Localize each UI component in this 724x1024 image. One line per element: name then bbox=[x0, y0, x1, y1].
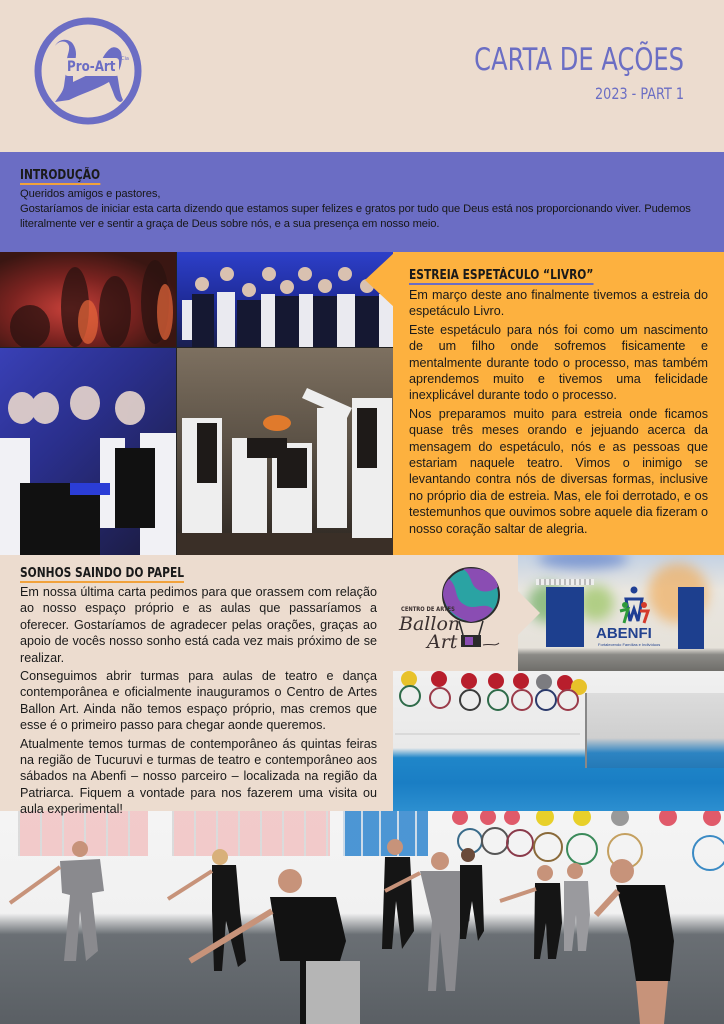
ballon-art-script-2: Art bbox=[427, 631, 458, 653]
abenfi-building-photo bbox=[518, 555, 724, 671]
sonhos-paragraph: Atualmente temos turmas de contemporâneo ás quintas feiras na região de Tucuruvi e turmas de teatro e contemporâneo aos sábados na Abenfi – nosso parceiro – localizada na região da Patriarca. Fiquem a vontade para nos fazerem uma visita ou aula experimental! bbox=[20, 736, 377, 817]
ballet-barre bbox=[395, 733, 580, 735]
arrow-notch bbox=[518, 591, 540, 635]
show-photo-collage bbox=[0, 252, 395, 555]
show-photo-lectern bbox=[0, 348, 176, 555]
abenfi-tagline: Fortalecendo Famílias e Indivíduos bbox=[598, 642, 661, 647]
intro-heading: INTRODUÇÃO bbox=[20, 168, 101, 183]
title-block bbox=[415, 42, 684, 103]
abenfi-people-icon bbox=[614, 585, 654, 625]
show-photo-blue-ensemble bbox=[177, 252, 395, 347]
page-title: CARTA DE AÇÕES bbox=[474, 42, 684, 78]
awning bbox=[536, 579, 594, 585]
hoop bbox=[535, 689, 557, 711]
exercise-ball bbox=[461, 673, 477, 689]
dance-studio-photo bbox=[393, 671, 724, 811]
header bbox=[0, 0, 724, 152]
exercise-ball bbox=[513, 673, 529, 689]
estreia-paragraph: Nos preparamos muito para estreia onde ficamos quase três meses orando e jejuando acerca da mensagem do espetáculo, nós e as pessoas que estariam naquele teatro. Vimos o inimigo se levantando contra nós de diversas formas, inclusive no próprio dia de estreia. Mas, ele foi derrotado, e os testemunhos que ouvimos sobre aquele dia fizeram o nosso coração saltar de alegria. bbox=[409, 406, 708, 536]
sonhos-paragraph: Conseguimos abrir turmas para aulas de teatro e dança contemporânea e oficialmente inauguramos o Centro de Artes Ballon Art. Ainda não temos espaço próprio, mas cremos que esse é o primeiro passo para chegar aonde queremos. bbox=[20, 669, 377, 733]
ballon-art-logo-panel bbox=[393, 555, 518, 671]
dancers-illustration bbox=[0, 811, 724, 1024]
exercise-ball bbox=[488, 673, 504, 689]
ballon-art-subtitle: CENTRO DE ARTES bbox=[401, 605, 455, 613]
intro-section bbox=[0, 152, 724, 252]
logo-superscript: Cia bbox=[121, 56, 129, 62]
sonhos-paragraph: Em nossa última carta pedimos para que orassem com relação ao nosso espaço próprio e as aulas que passaríamos a oferecer. Gostaríamos de agradecer pelas orações, graças ao apoio de vocês nosso sonho está cada vez mais próximo de se realizar. bbox=[20, 585, 377, 665]
hoop bbox=[399, 685, 421, 707]
pro-art-logo bbox=[33, 16, 143, 126]
ballon-art-script-1: Ballon bbox=[399, 613, 461, 635]
estreia-section bbox=[393, 252, 724, 555]
hoop bbox=[557, 689, 579, 711]
sonhos-heading: SONHOS SAINDO DO PAPEL bbox=[20, 566, 185, 581]
sonhos-section bbox=[0, 555, 393, 817]
paint-splash bbox=[538, 555, 628, 569]
show-photo-red-stage bbox=[0, 252, 176, 347]
hoop bbox=[459, 689, 481, 711]
exercise-ball bbox=[536, 674, 552, 690]
show-photo-ensemble-reaching bbox=[177, 348, 395, 555]
exercise-ball bbox=[431, 671, 447, 687]
dance-class-photo bbox=[0, 811, 724, 1024]
estreia-heading: ESTREIA ESPETÁCULO “LIVRO” bbox=[409, 268, 594, 283]
hoop bbox=[429, 687, 451, 709]
intro-body: Gostaríamos de iniciar esta carta dizendo que estamos super felizes e gratos por tudo que Deus está nos proporcionando viver. Pudemos literalmente ver e sentir a graça de Deus sobre nós, e a sua presença em nosso meio. bbox=[20, 203, 691, 230]
page-subtitle: 2023 - PART 1 bbox=[595, 84, 684, 103]
logo-text: Pro-Art bbox=[67, 59, 116, 75]
hoop bbox=[487, 689, 509, 711]
arrow-notch bbox=[365, 252, 395, 308]
studio-mirror bbox=[585, 693, 724, 768]
estreia-paragraph: Em março deste ano finalmente tivemos a estreia do espetáculo Livro. bbox=[409, 288, 708, 319]
estreia-paragraph: Este espetáculo para nós foi como um nascimento de um filho onde sofremos fisicamente e mentalmente durante todo o processo, mas também aprendemos muito e tivemos uma felicidade inexplicável durante todo o processo. bbox=[409, 322, 708, 403]
intro-greeting: Queridos amigos e pastores, bbox=[20, 188, 161, 200]
abenfi-sign-text: ABENFI bbox=[596, 625, 652, 642]
hoop bbox=[511, 689, 533, 711]
blue-door bbox=[678, 587, 704, 649]
blue-door bbox=[546, 587, 584, 647]
